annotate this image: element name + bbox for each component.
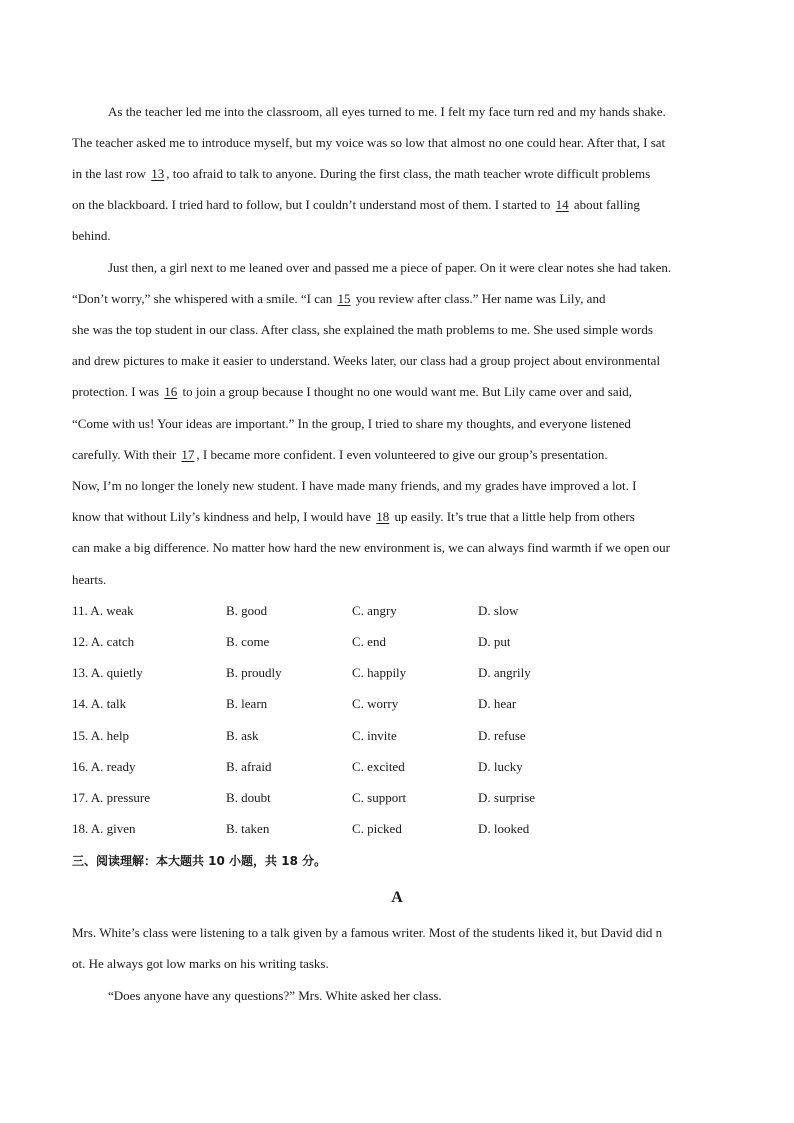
- text-segment: you review after class.” Her name was Lily, and: [352, 291, 606, 306]
- passage-line: As the teacher led me into the classroom, all eyes turned to me. I felt my face turn red and my hands shake.: [108, 104, 666, 119]
- option-a: 13. A. quietly: [72, 665, 143, 680]
- text-segment: on the blackboard. I tried hard to follow, but I couldn’t understand most of them. I started to: [72, 197, 554, 212]
- blank-13: 13: [151, 166, 165, 181]
- question-row: [72, 696, 732, 712]
- passage-line: [72, 166, 732, 182]
- passage-line: she was the top student in our class. After class, she explained the math problems to me. She used simple words: [72, 322, 653, 337]
- blank-17: 17: [181, 447, 195, 462]
- option-c: C. excited: [352, 759, 405, 774]
- option-d: D. angrily: [478, 665, 531, 680]
- passage-line: Now, I’m no longer the lonely new student. I have made many friends, and my grades have improved a lot. I: [72, 478, 637, 493]
- text-segment: carefully. With their: [72, 447, 180, 462]
- option-d: D. slow: [478, 603, 519, 618]
- section-heading: 三、阅读理解：本大题共 10 小题，共 18 分。: [72, 854, 327, 868]
- option-a: 14. A. talk: [72, 696, 127, 711]
- option-b: B. learn: [226, 696, 268, 711]
- option-b: B. proudly: [226, 665, 282, 680]
- text-segment: up easily. It’s true that a little help from others: [391, 509, 635, 524]
- text-segment: , too afraid to talk to anyone. During the first class, the math teacher wrote difficult problems: [166, 166, 651, 181]
- question-row: [72, 790, 732, 806]
- text-segment: in the last row: [72, 166, 150, 181]
- option-b: B. good: [226, 603, 268, 618]
- blank-14: 14: [555, 197, 569, 212]
- option-d: D. put: [478, 634, 511, 649]
- option-c: C. support: [352, 790, 407, 805]
- question-row: [72, 665, 732, 681]
- passage-line: [72, 291, 732, 307]
- question-row: [72, 759, 732, 775]
- passage-line: [72, 447, 732, 463]
- passage-line: hearts.: [72, 572, 107, 587]
- question-row: [72, 603, 732, 619]
- text-segment: , I became more confident. I even volunteered to give our group’s presentation.: [196, 447, 608, 462]
- option-d: D. refuse: [478, 728, 526, 743]
- option-b: B. afraid: [226, 759, 272, 774]
- passage-title: A: [391, 889, 403, 906]
- option-a: 11. A. weak: [72, 603, 134, 618]
- option-d: D. looked: [478, 821, 530, 836]
- option-c: C. happily: [352, 665, 407, 680]
- option-a: 15. A. help: [72, 728, 130, 743]
- text-segment: to join a group because I thought no one would want me. But Lily came over and said,: [179, 384, 632, 399]
- option-d: D. hear: [478, 696, 517, 711]
- text-segment: “Don’t worry,” she whispered with a smile. “I can: [72, 291, 336, 306]
- passage-line: “Does anyone have any questions?” Mrs. White asked her class.: [108, 988, 442, 1003]
- blank-15: 15: [337, 291, 351, 306]
- passage-line: [72, 197, 732, 213]
- blank-16: 16: [164, 384, 178, 399]
- option-b: B. doubt: [226, 790, 271, 805]
- blank-18: 18: [376, 509, 390, 524]
- text-segment: about falling: [570, 197, 640, 212]
- passage-line: “Come with us! Your ideas are important.” In the group, I tried to share my thoughts, and everyone listened: [72, 416, 631, 431]
- option-c: C. invite: [352, 728, 397, 743]
- option-d: D. surprise: [478, 790, 536, 805]
- passage-line: can make a big difference. No matter how hard the new environment is, we can always find warmth if we open our: [72, 540, 670, 555]
- option-a: 18. A. given: [72, 821, 136, 836]
- option-c: C. worry: [352, 696, 399, 711]
- option-b: B. ask: [226, 728, 259, 743]
- passage-line: and drew pictures to make it easier to understand. Weeks later, our class had a group project about environmental: [72, 353, 661, 368]
- option-c: C. end: [352, 634, 386, 649]
- option-b: B. come: [226, 634, 270, 649]
- option-d: D. lucky: [478, 759, 523, 774]
- option-a: 17. A. pressure: [72, 790, 150, 805]
- option-b: B. taken: [226, 821, 270, 836]
- passage-line: [72, 509, 732, 525]
- passage-line: [72, 384, 732, 400]
- option-c: C. picked: [352, 821, 402, 836]
- option-a: 16. A. ready: [72, 759, 136, 774]
- text-segment: know that without Lily’s kindness and help, I would have: [72, 509, 375, 524]
- option-a: 12. A. catch: [72, 634, 135, 649]
- question-row: [72, 634, 732, 650]
- text-segment: protection. I was: [72, 384, 163, 399]
- passage-line: ot. He always got low marks on his writing tasks.: [72, 956, 329, 971]
- passage-line: Just then, a girl next to me leaned over and passed me a piece of paper. On it were clear notes she had taken.: [108, 260, 672, 275]
- question-row: [72, 821, 732, 837]
- passage-line: Mrs. White’s class were listening to a talk given by a famous writer. Most of the students liked it, but David did n: [72, 925, 663, 940]
- option-c: C. angry: [352, 603, 397, 618]
- passage-line: The teacher asked me to introduce myself, but my voice was so low that almost no one could hear. After that, I sat: [72, 135, 666, 150]
- question-row: [72, 728, 732, 744]
- passage-line: behind.: [72, 228, 111, 243]
